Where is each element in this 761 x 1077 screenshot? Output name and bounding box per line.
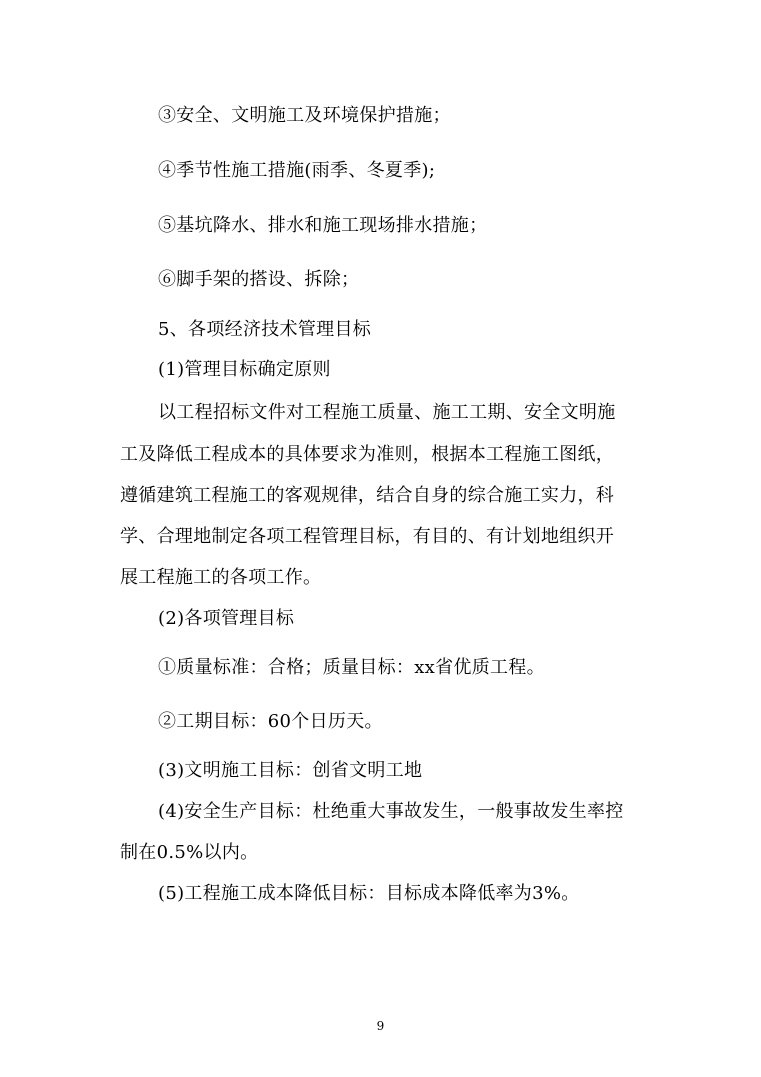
paragraph-line: 学、合理地制定各项工程管理目标，有目的、有计划地组织开 [120, 526, 615, 547]
page-number: 9 [376, 1019, 385, 1033]
text-line: ⑤基坑降水、排水和施工现场排水措施； [158, 215, 488, 236]
paragraph-line: (4)安全生产目标：杜绝重大事故发生，一般事故发生率控 [158, 801, 624, 822]
paragraph-line: 制在0.5%以内。 [120, 842, 259, 863]
text-line: ④季节性施工措施(雨季、冬夏季); [158, 160, 436, 181]
paragraph-line: 工及降低工程成本的具体要求为准则，根据本工程施工图纸， [120, 444, 615, 465]
text-line: (3)文明施工目标：创省文明工地 [158, 760, 423, 781]
text-line: (5)工程施工成本降低目标：目标成本降低率为3%。 [158, 883, 580, 904]
text-line: ①质量标准：合格；质量目标：xx省优质工程。 [158, 657, 545, 678]
text-line: ⑥脚手架的搭设、拆除； [158, 269, 360, 290]
paragraph-line: 展工程施工的各项工作。 [120, 567, 322, 588]
section-heading: 5、各项经济技术管理目标 [158, 319, 372, 340]
text-line: ②工期目标：60个日历天。 [158, 711, 383, 732]
paragraph-line: 遵循建筑工程施工的客观规律，结合自身的综合施工实力，科 [120, 485, 615, 506]
text-line: ③安全、文明施工及环境保护措施； [158, 105, 451, 126]
paragraph-line: 以工程招标文件对工程施工质量、施工工期、安全文明施 [158, 402, 616, 423]
subsection-heading: (1)管理目标确定原则 [158, 359, 331, 380]
subsection-heading: (2)各项管理目标 [158, 608, 295, 629]
